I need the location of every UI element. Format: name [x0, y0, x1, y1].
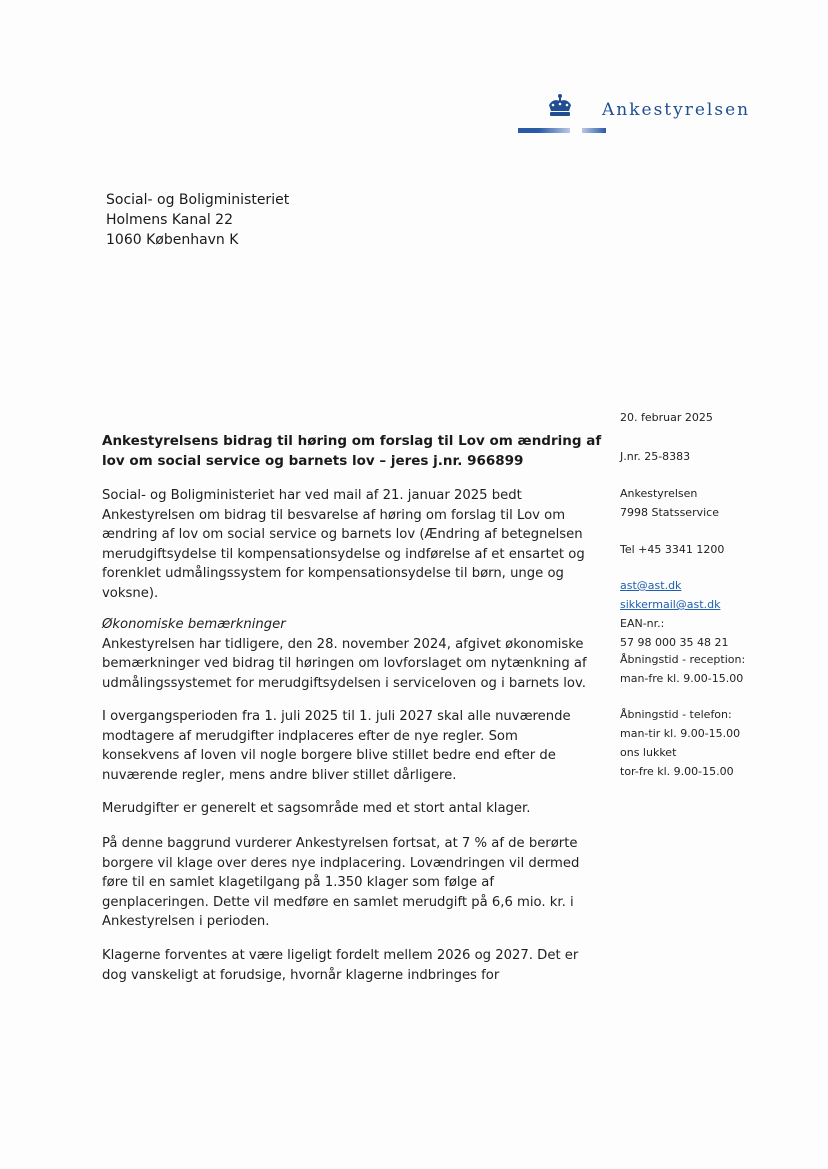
text-line: udmålingssystemet for merudgiftsydelsen i serviceloven og i barnets lov.: [102, 675, 586, 691]
letter-heading: [102, 431, 602, 471]
text-line: modtagere af merudgifter indplaceres efter de nye regler. Som: [102, 728, 518, 744]
email-link[interactable]: ast@ast.dk: [620, 579, 682, 592]
text-line: merudgiftsydelse til kompensationsydelse og indførelse af et ensartet og: [102, 546, 585, 562]
logo-bar-right: [582, 128, 606, 133]
paragraph-estimate: [102, 834, 602, 932]
text-line: I overgangsperioden fra 1. juli 2025 til 1. juli 2027 skal alle nuværende: [102, 709, 571, 724]
secure-email-link[interactable]: sikkermail@ast.dk: [620, 598, 721, 611]
heading-line: Ankestyrelsens bidrag til høring om forslag til Lov om ændring af: [102, 433, 602, 449]
hours-line: Åbningstid - reception:: [620, 653, 746, 666]
text-line: føre til en samlet klagetilgang på 1.350 klager som følge af: [102, 875, 494, 890]
logo-bar-left: [518, 128, 570, 133]
hours-line: man-fre kl. 9.00-15.00: [620, 672, 744, 685]
hours-line: ons lukket: [620, 746, 677, 759]
ean-block: [620, 614, 728, 652]
text-line: Ankestyrelsen har tidligere, den 28. november 2024, afgivet økonomiske: [102, 636, 584, 652]
address-line: Social- og Boligministeriet: [106, 192, 290, 208]
text-line: Ankestyrelsen i perioden.: [102, 914, 270, 929]
text-line: konsekvens af loven vil nogle borgere blive stillet bedre end efter de: [102, 748, 556, 763]
crown-icon: [545, 93, 575, 119]
paragraph-complaints: [102, 799, 602, 819]
address-line: 1060 København K: [106, 232, 239, 248]
hours-line: Åbningstid - telefon:: [620, 708, 732, 721]
address-line: Holmens Kanal 22: [106, 212, 233, 228]
sender-address: [620, 484, 719, 522]
text-line: Klagerne forventes at være ligeligt fordelt mellem 2026 og 2027. Det er: [102, 948, 579, 963]
paragraph-transition: [102, 707, 602, 785]
journal-number: J.nr. 25-8383: [620, 450, 691, 463]
hours-line: tor-fre kl. 9.00-15.00: [620, 765, 734, 778]
phone-hours: [620, 705, 740, 781]
text-line: genplaceringen. Dette vil medføre en samlet merudgift på 6,6 mio. kr. i: [102, 894, 574, 910]
heading-line: lov om social service og barnets lov – jeres j.nr. 966899: [102, 453, 524, 469]
sender-line: Ankestyrelsen: [620, 487, 698, 500]
text-line: bemærkninger ved bidrag til høringen om lovforslaget om nytænkning af: [102, 656, 587, 671]
recipient-address: [106, 190, 289, 250]
ean-label: EAN-nr.:: [620, 617, 665, 630]
reception-hours: [620, 650, 745, 688]
text-line: Ankestyrelsen om bidrag til besvarelse af høring om forslag til Lov om: [102, 507, 566, 523]
paragraph-intro: [102, 486, 602, 603]
paragraph-distribution: [102, 946, 602, 985]
text-line: voksne).: [102, 585, 159, 601]
text-line: nuværende regler, mens andre bliver stillet dårligere.: [102, 767, 457, 783]
text-line: forenklet udmålingssystem for kompensationsydelse til børn, unge og: [102, 566, 564, 581]
text-line: dog vanskeligt at forudsige, hvornår klagerne indbringes for: [102, 967, 500, 983]
hours-line: man-tir kl. 9.00-15.00: [620, 727, 741, 740]
text-line: ændring af lov om social service og barnets lov (Ændring af betegnelsen: [102, 527, 583, 542]
text-line: Social- og Boligministeriet har ved mail af 21. januar 2025 bedt: [102, 488, 522, 503]
letter-date: 20. februar 2025: [620, 411, 713, 424]
section-title: Økonomiske bemærkninger: [102, 617, 286, 632]
phone-number: Tel +45 3341 1200: [620, 543, 725, 556]
email-links: [620, 576, 720, 614]
ean-value: 57 98 000 35 48 21: [620, 636, 729, 649]
text-line: På denne baggrund vurderer Ankestyrelsen fortsat, at 7 % af de berørte: [102, 836, 578, 851]
paragraph-economic: [102, 615, 602, 693]
text-line: Merudgifter er generelt et sagsområde med et stort antal klager.: [102, 801, 531, 816]
organization-logo-text: Ankestyrelsen: [602, 100, 751, 120]
text-line: borgere vil klage over deres nye indplacering. Lovændringen vil dermed: [102, 855, 580, 871]
sender-line: 7998 Statsservice: [620, 506, 719, 519]
